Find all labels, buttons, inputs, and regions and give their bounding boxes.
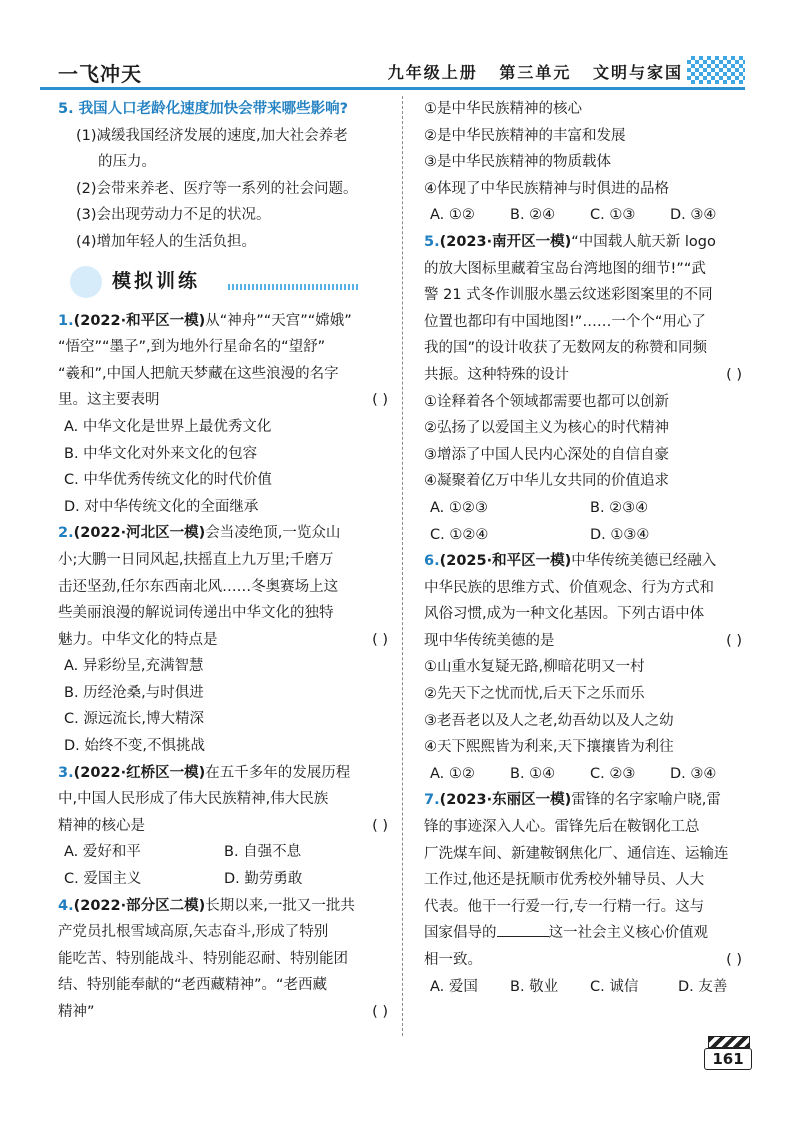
option-b[interactable]: B. 历经沧桑,与时俱进 [64, 684, 204, 701]
question-stem: 警 21 式冬作训服水墨云纹迷彩图案里的不同 [424, 287, 713, 304]
question-5 [424, 229, 746, 548]
option-a[interactable]: A. 异彩纷呈,充满智慧 [64, 658, 204, 675]
statement: ②先天下之忧而忧,后天下之乐而乐 [424, 686, 645, 703]
question-stem: 厂洗煤车间、新建鞍钢焦化厂、通信连、运输连 [424, 845, 729, 862]
option-d[interactable]: D. 对中华传统文化的全面继承 [64, 498, 259, 515]
answer-line: 的压力。 [98, 154, 156, 171]
question-stem: 中,中国人民形成了伟大民族精神,伟大民族 [58, 791, 329, 808]
question-stem: 在五千多年的发展历程 [205, 764, 351, 781]
question-stem: 位置也都印有中国地图!”……一个个“用心了 [424, 313, 706, 330]
fill-in-blank[interactable] [497, 922, 549, 937]
question-stem: 里。这主要表明 [58, 392, 160, 409]
question-stem: 从“神舟”“天宫”“嫦娥” [205, 312, 352, 329]
checker-pattern-icon [687, 56, 745, 84]
answer-line: (3)会出现劳动力不足的状况。 [76, 207, 271, 224]
statement: ④天下熙熙皆为利来,天下攘攘皆为利往 [424, 739, 674, 756]
statement: ③增添了中国人民内心深处的自信自豪 [424, 446, 669, 463]
option-c[interactable]: C. 源远流长,博大精深 [64, 711, 204, 728]
statement: ④凝聚着亿万中华儿女共同的价值追求 [424, 473, 669, 490]
clapper-icon [708, 1036, 750, 1048]
question-stem: 代表。他干一行爱一行,专一行精一行。这与 [424, 898, 705, 915]
statement: ①诠释着各个领域都需要也都可以创新 [424, 393, 669, 410]
question-stem: 相一致。 [424, 952, 482, 968]
section-title: 模拟训练 [112, 269, 201, 292]
option-a[interactable]: A. 爱国 [430, 978, 478, 995]
answer-line: (2)会带来养老、医疗等一系列的社会问题。 [76, 180, 358, 197]
question-stem: 精神的核心是 [58, 817, 145, 834]
option-c[interactable]: C. ①②④ [430, 526, 489, 543]
question-stem: 小;大鹏一日同风起,扶摇直上九万里;千磨万 [58, 551, 334, 568]
option-b[interactable]: B. 中华文化对外来文化的包容 [64, 445, 258, 462]
question-stem: 中华传统美德已经融入 [571, 553, 717, 570]
previous-question-title: 5. 我国人口老龄化速度加快会带来哪些影响? [58, 101, 349, 117]
question-stem: 的放大图标里藏着宝岛台湾地图的细节!”“武 [424, 260, 706, 277]
question-stem: 共振。这种特殊的设计 [424, 366, 569, 383]
question-6 [424, 548, 746, 787]
option-a[interactable]: A. 中华文化是世界上最优秀文化 [64, 418, 272, 435]
section-heading [58, 262, 392, 306]
question-stem: “悟空”“墨子”,到为地外行星命名的“望舒” [58, 339, 326, 356]
option-c[interactable]: C. ①③ [590, 207, 636, 224]
q4-statement: ②是中华民族精神的丰富和发展 [424, 127, 626, 144]
question-stem: 精神” [58, 1004, 95, 1020]
question-stem: 中华民族的思维方式、价值观念、行为方式和 [424, 579, 714, 596]
question-stem: 雷锋的名字家喻户晓,雷 [571, 792, 721, 809]
question-source: (2022·河北区一模) [73, 525, 206, 542]
question-number: 5. [424, 233, 440, 250]
question-stem: 我的国”的设计收获了无数网友的称赞和同频 [424, 340, 708, 357]
option-b[interactable]: B. ②④ [510, 207, 556, 224]
column-divider [402, 96, 403, 1036]
option-c[interactable]: C. 爱国主义 [64, 871, 142, 888]
question-stem: 击还坚劲,任尔东西南北风……冬奥赛场上这 [58, 578, 339, 595]
answer-paren[interactable]: ( ) [726, 952, 742, 968]
question-stem: 风俗习惯,成为一种文化基因。下列古语中体 [424, 606, 705, 623]
option-d[interactable]: D. ①③④ [590, 526, 650, 543]
answer-line: (1)减缓我国经济发展的速度,加大社会养老 [76, 127, 348, 144]
option-c[interactable]: C. 中华优秀传统文化的时代价值 [64, 472, 272, 489]
page-number-badge [704, 1036, 752, 1070]
answer-paren[interactable]: ( ) [726, 366, 742, 383]
answer-paren[interactable]: ( ) [726, 632, 742, 649]
answer-line: (4)增加年轻人的生活负担。 [76, 233, 257, 250]
question-2 [58, 520, 392, 759]
castle-icon [70, 266, 102, 298]
statement: ②弘扬了以爱国主义为核心的时代精神 [424, 420, 669, 437]
option-a[interactable]: A. ①②③ [430, 499, 488, 516]
question-stem: 国家倡导的 [424, 925, 497, 942]
unit-label: 第三单元 [499, 63, 572, 82]
question-number: 6. [424, 553, 440, 570]
answer-paren[interactable]: ( ) [372, 392, 388, 409]
question-source: (2023·东丽区一模) [439, 792, 572, 809]
statement: ①山重水复疑无路,柳暗花明又一村 [424, 659, 645, 676]
question-source: (2022·和平区一模) [73, 312, 206, 329]
option-d[interactable]: D. 友善 [678, 978, 728, 995]
question-number: 4. [58, 897, 74, 914]
question-stem: 锋的事迹深入人心。雷锋先后在鞍钢化工总 [424, 819, 700, 836]
option-a[interactable]: A. ①② [430, 207, 475, 224]
question-number: 2. [58, 525, 74, 542]
answer-paren[interactable]: ( ) [372, 1004, 388, 1020]
question-stem: 结、特别能奉献的“老西藏精神”。“老西藏 [58, 977, 328, 994]
option-c[interactable]: C. ②③ [590, 765, 636, 782]
option-d[interactable]: D. 勤劳勇敢 [224, 871, 303, 888]
question-stem: 工作过,他还是抚顺市优秀校外辅导员、人大 [424, 872, 705, 889]
question-number: 7. [424, 792, 440, 809]
option-d[interactable]: D. ③④ [670, 207, 717, 224]
question-number: 3. [58, 764, 74, 781]
option-a[interactable]: A. ①② [430, 765, 475, 782]
brand-logo: 一飞冲天 [58, 62, 142, 86]
question-stem: 现中华传统美德的是 [424, 632, 555, 649]
question-stem: 些美丽浪漫的解说词传递出中华文化的独特 [58, 605, 334, 622]
q4-statement: ④体现了中华民族精神与时俱进的品格 [424, 180, 669, 197]
statement: ③老吾老以及人之老,幼吾幼以及人之幼 [424, 712, 674, 729]
question-1 [58, 308, 392, 521]
option-d[interactable]: D. ③④ [670, 765, 717, 782]
question-7 [424, 787, 746, 1000]
question-stem: 产党员扎根雪域高原,矢志奋斗,形成了特别 [58, 924, 329, 941]
option-d[interactable]: D. 始终不变,不惧挑战 [64, 738, 205, 755]
question-stem: 魅力。中华文化的特点是 [58, 631, 218, 648]
question-number: 1. [58, 312, 74, 329]
running-title [388, 60, 683, 83]
option-b[interactable]: B. ①④ [510, 765, 556, 782]
option-a[interactable]: A. 爱好和平 [64, 844, 141, 861]
question-stem: 能吃苦、特别能战斗、特别能忍耐、特别能团 [58, 950, 348, 967]
question-stem: 长期以来,一批又一批共 [205, 897, 355, 914]
header-rule [40, 87, 745, 90]
page-header [40, 56, 745, 90]
question-source: (2022·部分区二模) [73, 897, 206, 914]
answer-paren[interactable]: ( ) [372, 631, 388, 648]
question-3 [58, 760, 392, 893]
question-source: (2022·红桥区一模) [73, 764, 206, 781]
answer-paren[interactable]: ( ) [372, 817, 388, 834]
option-b[interactable]: B. ②③④ [590, 499, 649, 516]
book-label: 九年级上册 [387, 63, 478, 82]
question-stem: “中国载人航天新 logo [571, 233, 716, 250]
right-column [424, 96, 746, 1000]
question-4 [58, 893, 392, 1026]
option-c[interactable]: C. 诚信 [590, 978, 639, 995]
question-stem: “羲和”,中国人把航天梦藏在这些浪漫的名字 [58, 365, 339, 382]
left-column [58, 96, 392, 1026]
page-number: 161 [704, 1048, 752, 1070]
option-b[interactable]: B. 敬业 [510, 978, 559, 995]
q4-statement: ①是中华民族精神的核心 [424, 101, 582, 117]
option-b[interactable]: B. 自强不息 [224, 844, 302, 861]
question-source: (2023·南开区一模) [439, 233, 572, 250]
q4-statement: ③是中华民族精神的物质载体 [424, 154, 611, 171]
decorative-stripe [228, 284, 358, 290]
question-stem: 这一社会主义核心价值观 [548, 925, 708, 942]
unit-title: 文明与家国 [592, 63, 683, 82]
question-source: (2025·和平区一模) [439, 553, 572, 570]
question-stem: 会当凌绝顶,一览众山 [205, 525, 341, 542]
